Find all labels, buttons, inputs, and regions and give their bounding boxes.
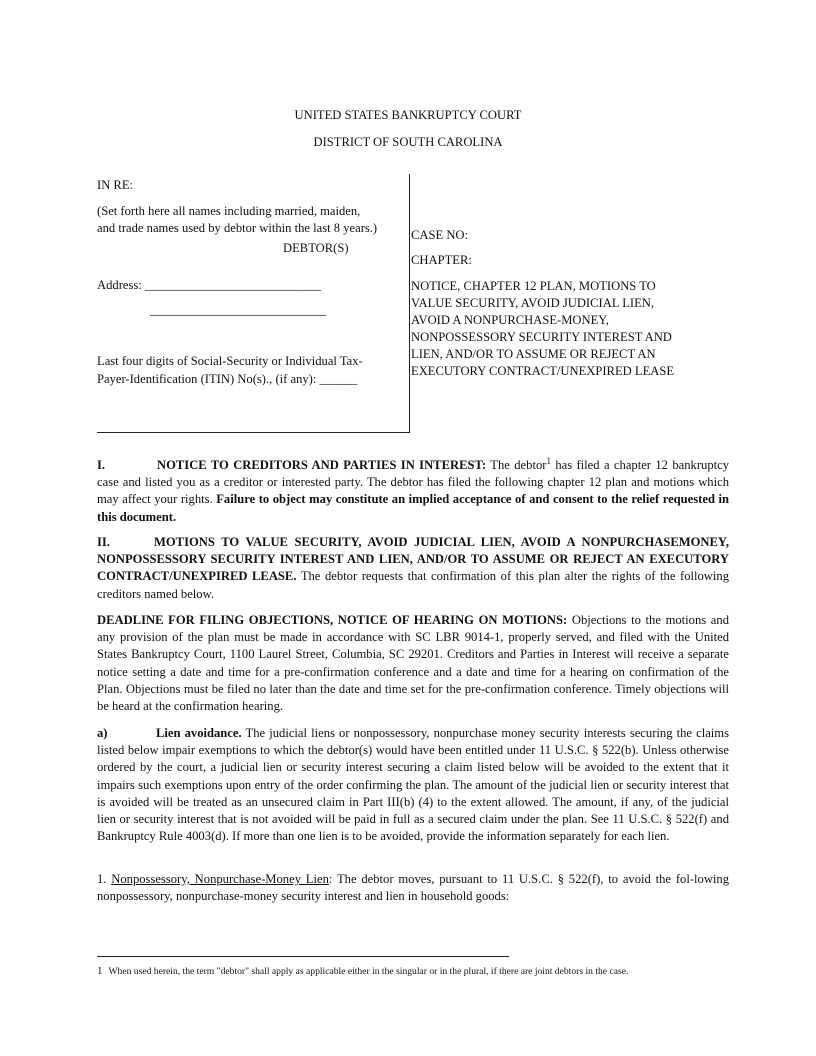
- notice-title-line2: VALUE SECURITY, AVOID JUDICIAL LIEN,: [411, 296, 655, 310]
- lien-heading: Lien avoidance.: [156, 726, 242, 740]
- in-re-label: IN RE:: [97, 178, 134, 192]
- section2-heading: MOTIONS TO VALUE SECURITY, AVOID JUDICIAL LIEN, AVOID A NONPURCHASEMONEY, NONPOSSESSORY SECURITY INTEREST AND LIEN, AND/OR TO ASSUME OR REJECT AN EXECUTORY CONTRACT/UNEXPIRED LEASE.: [97, 535, 729, 584]
- notice-title-line3: AVOID A NONPURCHASE-MONEY,: [411, 313, 609, 327]
- section2-number: II.: [97, 535, 110, 549]
- footnote-text: When used herein, the term "debtor" shall apply as applicable either in the singular or in the plural, if there are joint debtors in the case.: [108, 966, 629, 977]
- section-motions: [97, 534, 729, 603]
- deadline-heading: DEADLINE FOR FILING OBJECTIONS, NOTICE OF HEARING ON MOTIONS:: [97, 613, 568, 627]
- ssn-line2: Payer-Identification (ITIN) No(s)., (if any): ______: [97, 372, 358, 386]
- section1-text-a: The debtor: [486, 458, 547, 472]
- debtors-label: DEBTOR(S): [283, 241, 349, 255]
- section1-number: I.: [97, 458, 106, 472]
- notice-title-line6: EXECUTORY CONTRACT/UNEXPIRED LEASE: [411, 364, 675, 378]
- item1-text: : The debtor moves, pursuant to 11 U.S.C. § 522(f), to avoid the fol-lowing nonpossessory, nonpurchase-money security interest and lien in household goods:: [97, 872, 730, 904]
- names-instruction-line2: and trade names used by debtor within the last 8 years.): [97, 221, 378, 235]
- address-line-2: ____________________________: [150, 303, 327, 317]
- caption-case-info: [411, 227, 721, 380]
- address-line: Address: ____________________________: [97, 278, 322, 292]
- names-instruction-line1: (Set forth here all names including married, maiden,: [97, 204, 361, 218]
- section2-text: The debtor requests that confirmation of this plan alter the rights of the following creditors named below.: [97, 569, 729, 601]
- notice-title-line1: NOTICE, CHAPTER 12 PLAN, MOTIONS TO: [411, 279, 656, 293]
- case-no-label: CASE NO:: [411, 228, 469, 242]
- deadline-text: Objections to the motions and any provision of the plan must be made in accordance with SC LBR 9014-1, properly served, and filed with the United States Bankruptcy Court, 1100 Laurel Street, Columbia, SC 29201. Creditors and Parties in Interest will receive a separate notice setting a date and time for a pre-confirmation conference and a date and time for a hearing on confirmation of the Plan. Objections must be filed no later than the date and time set for the pre-confirmation conference. Timely objections will be heard at the confirmation hearing.: [97, 613, 729, 714]
- section1-text-b: has filed a chapter 12 bankruptcy case and listed you as a creditor or interested party. The debtor has filed the following chapter 12 plan and motions which may affect your rights.: [97, 458, 729, 507]
- footnote-reference: 1: [546, 455, 551, 466]
- item1-heading: Nonpossessory, Nonpurchase-Money Lien: [111, 872, 329, 886]
- caption-debtor-box: [97, 174, 410, 433]
- chapter-label: CHAPTER:: [411, 253, 472, 267]
- footnote: [97, 966, 737, 978]
- section-notice-creditors: [97, 457, 729, 526]
- notice-title-line5: LIEN, AND/OR TO ASSUME OR REJECT AN: [411, 347, 656, 361]
- section1-heading: NOTICE TO CREDITORS AND PARTIES IN INTEREST:: [157, 458, 487, 472]
- footnote-divider: [97, 956, 509, 957]
- section-deadline: [97, 612, 729, 715]
- court-title: UNITED STATES BANKRUPTCY COURT: [294, 108, 522, 122]
- lien-letter: a): [97, 726, 108, 740]
- ssn-line1: Last four digits of Social-Security or Individual Tax-: [97, 354, 363, 368]
- section1-bold-warning: Failure to object may constitute an implied acceptance of and consent to the relief requested in this document.: [97, 492, 730, 524]
- notice-title-line4: NONPOSSESSORY SECURITY INTEREST AND: [411, 330, 672, 344]
- item1-number: 1.: [97, 872, 112, 886]
- section-item1: [97, 871, 729, 905]
- lien-text: The judicial liens or nonpossessory, nonpurchase money security interests securing the claims listed below impair exemptions to which the debtor(s) would have been entitled under 11 U.S.C. § 522(b). Unless otherwise ordered by the court, a judicial lien or security interest securing a claim listed below will be avoided to the extent that it impairs such exemptions upon entry of the order confirming the plan. The amount of the judicial lien or security interest that is avoided will be treated as an unsecured claim in Part III(b) (4) to the extent allowed. The amount, if any, of the judicial lien or security interest that is not avoided will be paid in full as a secured claim under the plan. See 11 U.S.C. § 522(f) and Bankruptcy Rule 4003(d). If more than one lien is to be avoided, provide the information separately for each lien.: [97, 726, 729, 844]
- section-lien-avoidance: [97, 725, 729, 845]
- footnote-number: 1: [97, 965, 103, 977]
- court-district: DISTRICT OF SOUTH CAROLINA: [313, 135, 503, 149]
